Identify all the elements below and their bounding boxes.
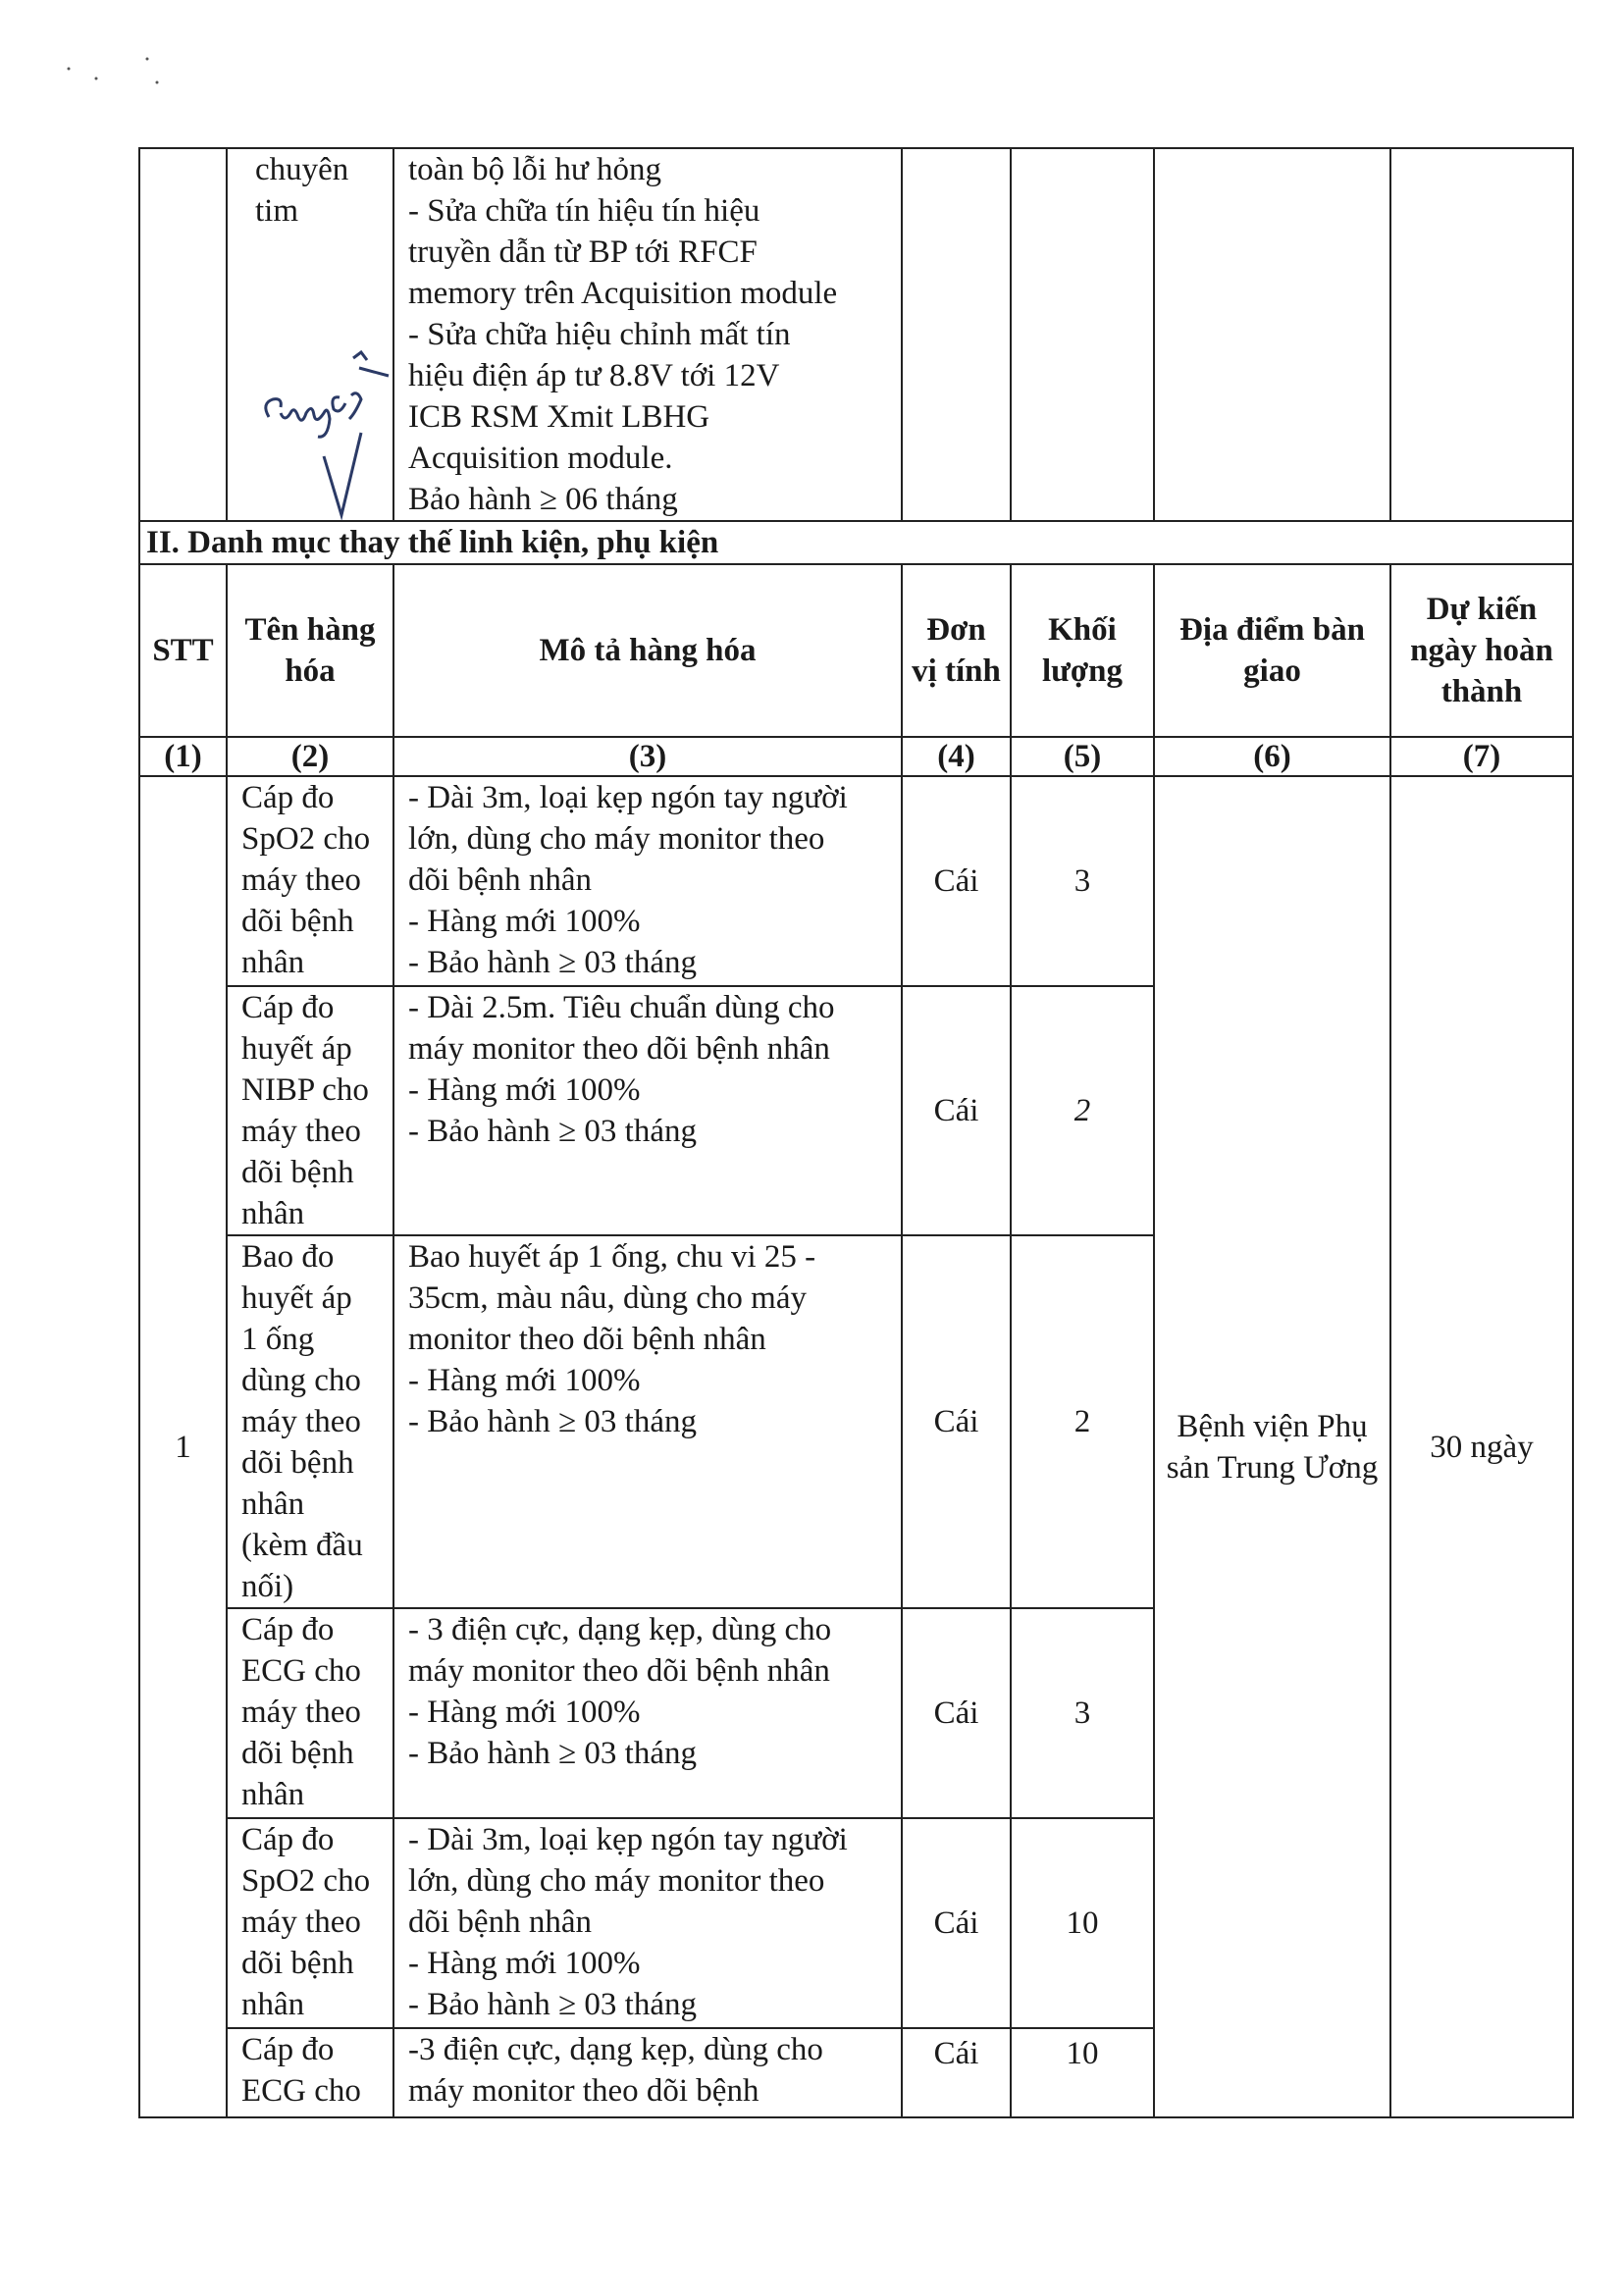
text-line: - Bảo hành ≥ 03 tháng	[408, 945, 697, 980]
text-line: Cáp đo	[241, 1822, 335, 1857]
item-unit: Cái	[902, 986, 1011, 1235]
text-line: - Bảo hành ≥ 03 tháng	[408, 1114, 697, 1149]
text-line: máy theo	[241, 1404, 361, 1439]
text-line: -3 điện cực, dạng kẹp, dùng cho	[408, 2032, 823, 2067]
continuation-desc-cell	[393, 148, 902, 521]
item-qty: 2	[1011, 986, 1154, 1235]
text-line: truyền dẫn từ BP tới RFCF	[408, 235, 758, 270]
text-line: máy theo	[241, 1695, 361, 1730]
text-line: huyết áp	[241, 1031, 352, 1067]
header-place: Địa điểm bàn giao	[1154, 564, 1390, 737]
text-line: nhân	[241, 1987, 305, 2022]
text-line: dùng cho	[241, 1363, 361, 1398]
item-qty: 3	[1011, 1608, 1154, 1818]
text-line: Cáp đo	[241, 1612, 335, 1647]
item-name	[227, 1818, 393, 2028]
text-line: - Sửa chữa tín hiệu tín hiệu	[408, 193, 760, 229]
column-number-row	[139, 737, 1573, 776]
item-unit: Cái	[902, 776, 1011, 986]
text-line: - Bảo hành ≥ 03 tháng	[408, 1404, 697, 1439]
text-line: dõi bệnh nhân	[408, 862, 592, 898]
text-line: dõi bệnh	[241, 904, 354, 939]
text-line: - Hàng mới 100%	[408, 1363, 641, 1398]
text-line: nhân	[241, 1196, 305, 1231]
text-line: (kèm đầu	[241, 1528, 363, 1563]
continuation-date-cell	[1390, 148, 1573, 521]
text-line: nhân	[241, 945, 305, 980]
text-line: ECG cho	[241, 2073, 361, 2109]
header-name: Tên hàng hóa	[227, 564, 393, 737]
text-line: Cáp đo	[241, 990, 335, 1025]
header-unit: Đơn vị tính	[902, 564, 1011, 737]
text-line: - 3 điện cực, dạng kẹp, dùng cho	[408, 1612, 832, 1647]
header-qty: Khối lượng	[1011, 564, 1154, 737]
text-line: huyết áp	[241, 1280, 352, 1316]
text-line: - Hàng mới 100%	[408, 904, 641, 939]
item-desc	[393, 986, 902, 1235]
text-line: Cáp đo	[241, 2032, 335, 2067]
item-desc	[393, 2028, 902, 2117]
text-line: toàn bộ lỗi hư hỏng	[408, 152, 662, 187]
text-line: máy theo	[241, 1114, 361, 1149]
continuation-qty-cell	[1011, 148, 1154, 521]
header-desc: Mô tả hàng hóa	[393, 564, 902, 737]
handwritten-annotation-icon	[257, 348, 414, 525]
text-line: máy monitor theo dõi bệnh	[408, 2073, 759, 2109]
text-line: lớn, dùng cho máy monitor theo	[408, 821, 825, 857]
text-line: ECG cho	[241, 1653, 361, 1689]
item-name	[227, 986, 393, 1235]
column-number: (6)	[1154, 737, 1390, 776]
item-qty: 2	[1011, 1235, 1154, 1608]
column-number: (2)	[227, 737, 393, 776]
text-line: - Hàng mới 100%	[408, 1946, 641, 1981]
item-unit: Cái	[902, 2028, 1011, 2117]
section-row	[139, 521, 1573, 564]
stt-cell: 1	[139, 776, 227, 2117]
text-line: hiệu điện áp tư 8.8V tới 12V	[408, 358, 780, 393]
column-number: (3)	[393, 737, 902, 776]
text-line: máy theo	[241, 1905, 361, 1940]
section-title: II. Danh mục thay thế linh kiện, phụ kiện	[139, 521, 1573, 564]
scan-speck-icon	[59, 49, 177, 98]
text-line: nhân	[241, 1487, 305, 1522]
delivery-place: Bệnh viện Phụ sản Trung Ương	[1154, 776, 1390, 2117]
text-line: Acquisition module.	[408, 441, 673, 476]
text-line: tim	[255, 193, 299, 229]
text-line: monitor theo dõi bệnh nhân	[408, 1322, 766, 1357]
table-row	[139, 776, 1573, 986]
text-line: chuyên	[255, 152, 349, 187]
text-line: dõi bệnh	[241, 1445, 354, 1481]
continuation-stt-cell	[139, 148, 227, 521]
text-line: NIBP cho	[241, 1072, 369, 1108]
header-date: Dự kiến ngày hoàn thành	[1390, 564, 1573, 737]
item-desc	[393, 1608, 902, 1818]
text-line: - Sửa chữa hiệu chỉnh mất tín	[408, 317, 791, 352]
text-line: ICB RSM Xmit LBHG	[408, 399, 710, 435]
column-number: (1)	[139, 737, 227, 776]
text-line: SpO2 cho	[241, 1863, 371, 1899]
text-line: dõi bệnh	[241, 1155, 354, 1190]
text-line: 1 ống	[241, 1322, 315, 1357]
text-line: máy monitor theo dõi bệnh nhân	[408, 1031, 830, 1067]
item-desc	[393, 1818, 902, 2028]
item-desc	[393, 776, 902, 986]
text-line: - Dài 3m, loại kẹp ngón tay người	[408, 1822, 848, 1857]
column-number: (4)	[902, 737, 1011, 776]
text-line: dõi bệnh nhân	[408, 1905, 592, 1940]
continuation-unit-cell	[902, 148, 1011, 521]
text-line: Bao huyết áp 1 ống, chu vi 25 -	[408, 1239, 816, 1275]
text-line: SpO2 cho	[241, 821, 371, 857]
completion-date: 30 ngày	[1390, 776, 1573, 2117]
text-line: dõi bệnh	[241, 1946, 354, 1981]
item-name	[227, 1235, 393, 1608]
text-line: memory trên Acquisition module	[408, 276, 838, 311]
header-stt: STT	[139, 564, 227, 737]
continuation-place-cell	[1154, 148, 1390, 521]
item-unit: Cái	[902, 1608, 1011, 1818]
text-line: máy theo	[241, 862, 361, 898]
item-name	[227, 2028, 393, 2117]
text-line: - Hàng mới 100%	[408, 1072, 641, 1108]
text-line: nối)	[241, 1569, 294, 1604]
text-line: - Hàng mới 100%	[408, 1695, 641, 1730]
header-row	[139, 564, 1573, 737]
text-line: Bao đo	[241, 1239, 335, 1275]
text-line: - Bảo hành ≥ 03 tháng	[408, 1736, 697, 1771]
column-number: (5)	[1011, 737, 1154, 776]
column-number: (7)	[1390, 737, 1573, 776]
item-unit: Cái	[902, 1235, 1011, 1608]
text-line: 35cm, màu nâu, dùng cho máy	[408, 1280, 807, 1316]
text-line: Bảo hành ≥ 06 tháng	[408, 482, 678, 517]
item-qty: 3	[1011, 776, 1154, 986]
text-line: dõi bệnh	[241, 1736, 354, 1771]
text-line: máy monitor theo dõi bệnh nhân	[408, 1653, 830, 1689]
item-qty: 10	[1011, 1818, 1154, 2028]
item-name	[227, 776, 393, 986]
item-unit: Cái	[902, 1818, 1011, 2028]
item-desc	[393, 1235, 902, 1608]
text-line: Cáp đo	[241, 780, 335, 815]
item-name	[227, 1608, 393, 1818]
item-qty: 10	[1011, 2028, 1154, 2117]
text-line: - Dài 2.5m. Tiêu chuẩn dùng cho	[408, 990, 835, 1025]
text-line: lớn, dùng cho máy monitor theo	[408, 1863, 825, 1899]
text-line: - Bảo hành ≥ 03 tháng	[408, 1987, 697, 2022]
text-line: nhân	[241, 1777, 305, 1812]
text-line: - Dài 3m, loại kẹp ngón tay người	[408, 780, 848, 815]
